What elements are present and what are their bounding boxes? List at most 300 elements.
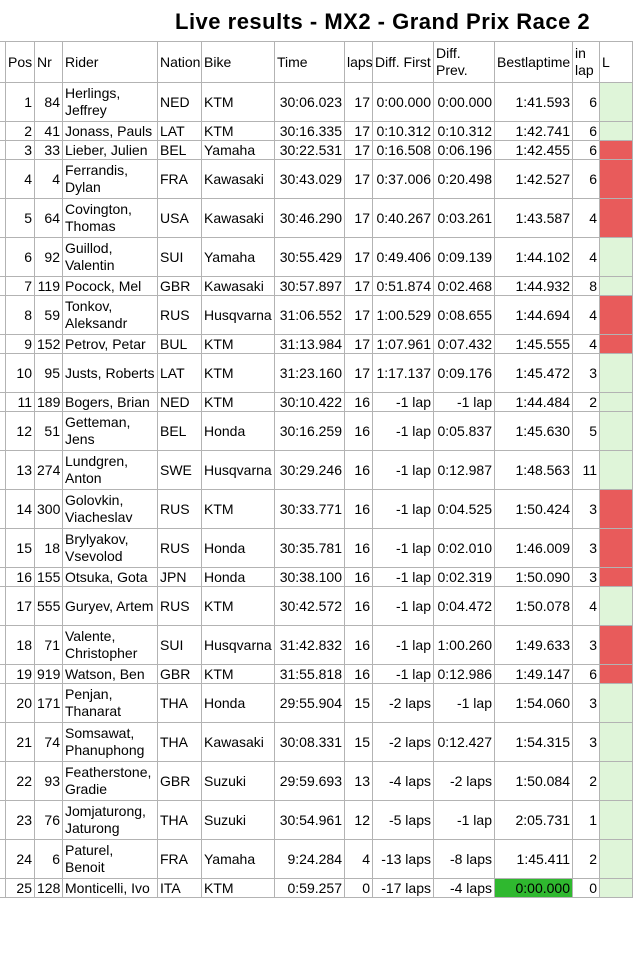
cell-time: 30:57.897: [275, 277, 345, 296]
cell-nr: 76: [35, 801, 63, 840]
cell-diff-first: -2 laps: [373, 723, 434, 762]
cell-laps: 17: [345, 277, 373, 296]
cell-bike: Yamaha: [202, 840, 275, 879]
cell-nr: 274: [35, 451, 63, 490]
cell-in-lap: 2: [573, 762, 600, 801]
cell-in-lap: 3: [573, 626, 600, 665]
cell-in-lap: 4: [573, 238, 600, 277]
table-row: [0, 354, 633, 393]
cell-time: 31:06.552: [275, 296, 345, 335]
cell-pos: 5: [6, 199, 35, 238]
table-row: [0, 277, 633, 296]
cell-bestlaptime: 1:46.009: [495, 529, 573, 568]
cell-bike: Yamaha: [202, 141, 275, 160]
cell-bestlaptime: 2:05.731: [495, 801, 573, 840]
cell-pos: 9: [6, 335, 35, 354]
cell-in-lap: 8: [573, 277, 600, 296]
table-row: [0, 587, 633, 626]
header-laps: laps: [345, 42, 373, 83]
cell-nr: 300: [35, 490, 63, 529]
cell-diff-first: -1 lap: [373, 568, 434, 587]
cell-bestlaptime: 1:45.411: [495, 840, 573, 879]
table-row: [0, 393, 633, 412]
cell-diff-first: -1 lap: [373, 665, 434, 684]
cell-time: 30:06.023: [275, 83, 345, 122]
cell-bike: Suzuki: [202, 801, 275, 840]
cell-nation: SUI: [158, 626, 202, 665]
cell-bestlaptime: 1:44.694: [495, 296, 573, 335]
cell-time: 30:08.331: [275, 723, 345, 762]
cell-pos: 3: [6, 141, 35, 160]
cell-bestlaptime: 1:45.555: [495, 335, 573, 354]
cell-diff-prev: 0:06.196: [434, 141, 495, 160]
cell-diff-first: -17 laps: [373, 879, 434, 898]
cell-pos: 17: [6, 587, 35, 626]
cell-pos: 18: [6, 626, 35, 665]
status-indicator: [600, 122, 633, 141]
cell-diff-prev: 0:12.427: [434, 723, 495, 762]
cell-diff-first: -1 lap: [373, 393, 434, 412]
cell-in-lap: 4: [573, 199, 600, 238]
cell-bestlaptime: 1:44.932: [495, 277, 573, 296]
cell-bike: KTM: [202, 879, 275, 898]
cell-diff-first: -4 laps: [373, 762, 434, 801]
cell-nation: GBR: [158, 277, 202, 296]
cell-rider: Tonkov, Aleksandr: [63, 296, 158, 335]
cell-rider: Bogers, Brian: [63, 393, 158, 412]
cell-time: 30:43.029: [275, 160, 345, 199]
cell-nation: ITA: [158, 879, 202, 898]
cell-laps: 16: [345, 626, 373, 665]
cell-nation: BEL: [158, 412, 202, 451]
table-row: [0, 199, 633, 238]
cell-nr: 59: [35, 296, 63, 335]
status-indicator: [600, 568, 633, 587]
cell-bestlaptime: 1:43.587: [495, 199, 573, 238]
cell-nr: 155: [35, 568, 63, 587]
header-time: Time: [275, 42, 345, 83]
cell-bestlaptime: 1:50.078: [495, 587, 573, 626]
header-nr: Nr: [35, 42, 63, 83]
cell-laps: 15: [345, 684, 373, 723]
cell-diff-prev: -2 laps: [434, 762, 495, 801]
cell-in-lap: 2: [573, 840, 600, 879]
cell-in-lap: 3: [573, 354, 600, 393]
status-indicator: [600, 354, 633, 393]
cell-nr: 18: [35, 529, 63, 568]
cell-laps: 17: [345, 238, 373, 277]
cell-pos: 11: [6, 393, 35, 412]
cell-diff-prev: 0:09.139: [434, 238, 495, 277]
cell-pos: 12: [6, 412, 35, 451]
status-indicator: [600, 879, 633, 898]
cell-nation: LAT: [158, 354, 202, 393]
cell-nation: USA: [158, 199, 202, 238]
cell-diff-first: 1:17.137: [373, 354, 434, 393]
cell-rider: Paturel, Benoit: [63, 840, 158, 879]
cell-laps: 17: [345, 354, 373, 393]
table-row: [0, 762, 633, 801]
cell-time: 29:59.693: [275, 762, 345, 801]
cell-diff-first: 0:00.000: [373, 83, 434, 122]
cell-pos: 21: [6, 723, 35, 762]
table-row: [0, 412, 633, 451]
cell-diff-first: -1 lap: [373, 626, 434, 665]
cell-diff-prev: 0:12.986: [434, 665, 495, 684]
cell-nation: RUS: [158, 529, 202, 568]
cell-laps: 12: [345, 801, 373, 840]
status-indicator: [600, 83, 633, 122]
cell-nation: NED: [158, 393, 202, 412]
table-row: [0, 335, 633, 354]
cell-laps: 16: [345, 393, 373, 412]
cell-bike: KTM: [202, 490, 275, 529]
cell-nation: THA: [158, 801, 202, 840]
cell-diff-first: 1:07.961: [373, 335, 434, 354]
cell-diff-prev: 0:02.010: [434, 529, 495, 568]
cell-rider: Watson, Ben: [63, 665, 158, 684]
cell-diff-prev: 0:04.472: [434, 587, 495, 626]
cell-time: 30:16.259: [275, 412, 345, 451]
cell-time: 30:35.781: [275, 529, 345, 568]
cell-diff-prev: 0:08.655: [434, 296, 495, 335]
cell-time: 30:55.429: [275, 238, 345, 277]
header-row: [0, 42, 633, 83]
cell-nr: 64: [35, 199, 63, 238]
status-indicator: [600, 665, 633, 684]
table-row: [0, 451, 633, 490]
status-indicator: [600, 840, 633, 879]
cell-rider: Herlings, Jeffrey: [63, 83, 158, 122]
cell-rider: Guryev, Artem: [63, 587, 158, 626]
cell-bestlaptime: 1:49.633: [495, 626, 573, 665]
cell-time: 30:54.961: [275, 801, 345, 840]
cell-bestlaptime: 1:42.455: [495, 141, 573, 160]
status-indicator: [600, 490, 633, 529]
cell-laps: 15: [345, 723, 373, 762]
cell-bestlaptime: 1:50.090: [495, 568, 573, 587]
table-row: [0, 296, 633, 335]
cell-time: 30:33.771: [275, 490, 345, 529]
cell-nation: NED: [158, 83, 202, 122]
cell-bike: KTM: [202, 587, 275, 626]
cell-in-lap: 11: [573, 451, 600, 490]
cell-diff-first: 0:49.406: [373, 238, 434, 277]
cell-nation: GBR: [158, 665, 202, 684]
cell-laps: 16: [345, 529, 373, 568]
cell-pos: 25: [6, 879, 35, 898]
cell-pos: 10: [6, 354, 35, 393]
status-indicator: [600, 587, 633, 626]
cell-laps: 17: [345, 296, 373, 335]
table-row: [0, 684, 633, 723]
cell-diff-first: -1 lap: [373, 412, 434, 451]
status-indicator: [600, 801, 633, 840]
cell-pos: 6: [6, 238, 35, 277]
cell-rider: Pocock, Mel: [63, 277, 158, 296]
cell-nation: JPN: [158, 568, 202, 587]
cell-bike: Honda: [202, 568, 275, 587]
status-indicator: [600, 335, 633, 354]
cell-nr: 119: [35, 277, 63, 296]
cell-diff-first: -1 lap: [373, 451, 434, 490]
status-indicator: [600, 199, 633, 238]
cell-time: 30:42.572: [275, 587, 345, 626]
cell-bestlaptime: 1:45.472: [495, 354, 573, 393]
cell-pos: 4: [6, 160, 35, 199]
cell-nation: RUS: [158, 587, 202, 626]
table-row: [0, 801, 633, 840]
cell-nr: 51: [35, 412, 63, 451]
cell-in-lap: 3: [573, 684, 600, 723]
cell-diff-prev: 0:20.498: [434, 160, 495, 199]
cell-in-lap: 3: [573, 529, 600, 568]
cell-laps: 16: [345, 568, 373, 587]
header-last: L: [600, 42, 633, 83]
cell-pos: 1: [6, 83, 35, 122]
cell-rider: Justs, Roberts: [63, 354, 158, 393]
cell-time: 29:55.904: [275, 684, 345, 723]
cell-nr: 84: [35, 83, 63, 122]
cell-bike: KTM: [202, 83, 275, 122]
cell-bike: KTM: [202, 335, 275, 354]
cell-nation: RUS: [158, 296, 202, 335]
cell-diff-prev: 0:04.525: [434, 490, 495, 529]
cell-rider: Golovkin, Viacheslav: [63, 490, 158, 529]
table-row: [0, 160, 633, 199]
cell-diff-prev: 0:02.319: [434, 568, 495, 587]
cell-nr: 152: [35, 335, 63, 354]
cell-rider: Featherstone, Gradie: [63, 762, 158, 801]
cell-diff-first: -1 lap: [373, 490, 434, 529]
cell-bestlaptime: 1:42.741: [495, 122, 573, 141]
table-row: [0, 141, 633, 160]
cell-in-lap: 3: [573, 490, 600, 529]
cell-laps: 17: [345, 199, 373, 238]
cell-nr: 189: [35, 393, 63, 412]
cell-laps: 16: [345, 665, 373, 684]
cell-pos: 15: [6, 529, 35, 568]
cell-diff-prev: 0:02.468: [434, 277, 495, 296]
status-indicator: [600, 141, 633, 160]
cell-pos: 23: [6, 801, 35, 840]
results-table: [0, 41, 633, 898]
cell-bike: Kawasaki: [202, 160, 275, 199]
cell-bike: KTM: [202, 665, 275, 684]
header-diff-prev: Diff. Prev.: [434, 42, 495, 83]
cell-bestlaptime: 1:42.527: [495, 160, 573, 199]
page-title: Live results - MX2 - Grand Prix Race 2: [175, 9, 591, 34]
cell-in-lap: 3: [573, 568, 600, 587]
cell-diff-first: 0:37.006: [373, 160, 434, 199]
cell-bike: KTM: [202, 122, 275, 141]
table-row: [0, 665, 633, 684]
cell-in-lap: 4: [573, 587, 600, 626]
cell-nr: 128: [35, 879, 63, 898]
table-row: [0, 529, 633, 568]
cell-laps: 17: [345, 160, 373, 199]
table-row: [0, 238, 633, 277]
status-indicator: [600, 296, 633, 335]
cell-diff-prev: -1 lap: [434, 393, 495, 412]
cell-pos: 24: [6, 840, 35, 879]
status-indicator: [600, 238, 633, 277]
cell-diff-prev: -1 lap: [434, 684, 495, 723]
cell-rider: Jonass, Pauls: [63, 122, 158, 141]
cell-bike: Husqvarna: [202, 626, 275, 665]
cell-pos: 14: [6, 490, 35, 529]
cell-nr: 95: [35, 354, 63, 393]
cell-diff-first: 0:51.874: [373, 277, 434, 296]
cell-time: 31:55.818: [275, 665, 345, 684]
cell-diff-prev: 1:00.260: [434, 626, 495, 665]
cell-bike: Yamaha: [202, 238, 275, 277]
cell-diff-first: 0:40.267: [373, 199, 434, 238]
table-row: [0, 83, 633, 122]
cell-rider: Lundgren, Anton: [63, 451, 158, 490]
cell-nr: 71: [35, 626, 63, 665]
cell-rider: Jomjaturong, Jaturong: [63, 801, 158, 840]
cell-diff-prev: 0:03.261: [434, 199, 495, 238]
cell-pos: 20: [6, 684, 35, 723]
cell-laps: 16: [345, 412, 373, 451]
cell-in-lap: 6: [573, 83, 600, 122]
cell-bestlaptime: 1:50.424: [495, 490, 573, 529]
cell-bestlaptime: 1:54.060: [495, 684, 573, 723]
cell-in-lap: 3: [573, 723, 600, 762]
cell-laps: 0: [345, 879, 373, 898]
cell-diff-first: -1 lap: [373, 529, 434, 568]
cell-laps: 17: [345, 335, 373, 354]
table-row: [0, 490, 633, 529]
cell-laps: 16: [345, 451, 373, 490]
cell-laps: 17: [345, 83, 373, 122]
cell-nation: BUL: [158, 335, 202, 354]
table-row: [0, 568, 633, 587]
cell-time: 31:42.832: [275, 626, 345, 665]
cell-bestlaptime: 1:50.084: [495, 762, 573, 801]
cell-laps: 17: [345, 122, 373, 141]
cell-rider: Ferrandis, Dylan: [63, 160, 158, 199]
cell-nation: GBR: [158, 762, 202, 801]
cell-in-lap: 6: [573, 122, 600, 141]
cell-nr: 92: [35, 238, 63, 277]
cell-rider: Monticelli, Ivo: [63, 879, 158, 898]
cell-in-lap: 6: [573, 141, 600, 160]
cell-nr: 93: [35, 762, 63, 801]
cell-nr: 171: [35, 684, 63, 723]
cell-rider: Covington, Thomas: [63, 199, 158, 238]
cell-time: 30:22.531: [275, 141, 345, 160]
cell-time: 31:23.160: [275, 354, 345, 393]
cell-in-lap: 5: [573, 412, 600, 451]
cell-in-lap: 2: [573, 393, 600, 412]
cell-pos: 8: [6, 296, 35, 335]
cell-nation: LAT: [158, 122, 202, 141]
status-indicator: [600, 684, 633, 723]
cell-pos: 7: [6, 277, 35, 296]
cell-rider: Getteman, Jens: [63, 412, 158, 451]
cell-diff-prev: -4 laps: [434, 879, 495, 898]
status-indicator: [600, 451, 633, 490]
cell-bestlaptime: 1:44.102: [495, 238, 573, 277]
cell-bestlaptime: 1:41.593: [495, 83, 573, 122]
cell-diff-first: 0:10.312: [373, 122, 434, 141]
status-indicator: [600, 412, 633, 451]
cell-nation: THA: [158, 684, 202, 723]
cell-rider: Petrov, Petar: [63, 335, 158, 354]
cell-in-lap: 1: [573, 801, 600, 840]
cell-time: 0:59.257: [275, 879, 345, 898]
cell-time: 30:38.100: [275, 568, 345, 587]
cell-bestlaptime: 1:45.630: [495, 412, 573, 451]
header-nation: Nation: [158, 42, 202, 83]
cell-diff-first: -13 laps: [373, 840, 434, 879]
cell-bike: Suzuki: [202, 762, 275, 801]
status-indicator: [600, 626, 633, 665]
cell-diff-prev: -8 laps: [434, 840, 495, 879]
cell-bestlaptime: 1:48.563: [495, 451, 573, 490]
cell-diff-prev: 0:10.312: [434, 122, 495, 141]
header-in-lap: in lap: [573, 42, 600, 83]
cell-diff-prev: -1 lap: [434, 801, 495, 840]
cell-nr: 919: [35, 665, 63, 684]
cell-pos: 2: [6, 122, 35, 141]
cell-diff-prev: 0:12.987: [434, 451, 495, 490]
cell-rider: Otsuka, Gota: [63, 568, 158, 587]
cell-rider: Lieber, Julien: [63, 141, 158, 160]
cell-diff-first: -5 laps: [373, 801, 434, 840]
cell-diff-prev: 0:07.432: [434, 335, 495, 354]
cell-nr: 74: [35, 723, 63, 762]
cell-time: 31:13.984: [275, 335, 345, 354]
cell-time: 30:10.422: [275, 393, 345, 412]
cell-nr: 555: [35, 587, 63, 626]
cell-diff-first: 0:16.508: [373, 141, 434, 160]
cell-nation: THA: [158, 723, 202, 762]
cell-nr: 6: [35, 840, 63, 879]
status-indicator: [600, 723, 633, 762]
table-row: [0, 122, 633, 141]
cell-nr: 41: [35, 122, 63, 141]
cell-nation: BEL: [158, 141, 202, 160]
header-diff-first: Diff. First: [373, 42, 434, 83]
cell-pos: 13: [6, 451, 35, 490]
cell-in-lap: 4: [573, 335, 600, 354]
cell-bestlaptime: 1:49.147: [495, 665, 573, 684]
cell-pos: 19: [6, 665, 35, 684]
cell-in-lap: 0: [573, 879, 600, 898]
header-pos: Pos: [6, 42, 35, 83]
table-row: [0, 840, 633, 879]
cell-rider: Valente, Christopher: [63, 626, 158, 665]
cell-nation: SWE: [158, 451, 202, 490]
cell-bike: Kawasaki: [202, 277, 275, 296]
cell-in-lap: 6: [573, 665, 600, 684]
cell-rider: Brylyakov, Vsevolod: [63, 529, 158, 568]
cell-time: 30:16.335: [275, 122, 345, 141]
cell-pos: 22: [6, 762, 35, 801]
cell-diff-prev: 0:05.837: [434, 412, 495, 451]
cell-laps: 17: [345, 141, 373, 160]
cell-bike: Husqvarna: [202, 296, 275, 335]
cell-rider: Somsawat, Phanuphong: [63, 723, 158, 762]
cell-time: 30:46.290: [275, 199, 345, 238]
status-indicator: [600, 277, 633, 296]
cell-nr: 4: [35, 160, 63, 199]
cell-nation: RUS: [158, 490, 202, 529]
cell-laps: 16: [345, 587, 373, 626]
